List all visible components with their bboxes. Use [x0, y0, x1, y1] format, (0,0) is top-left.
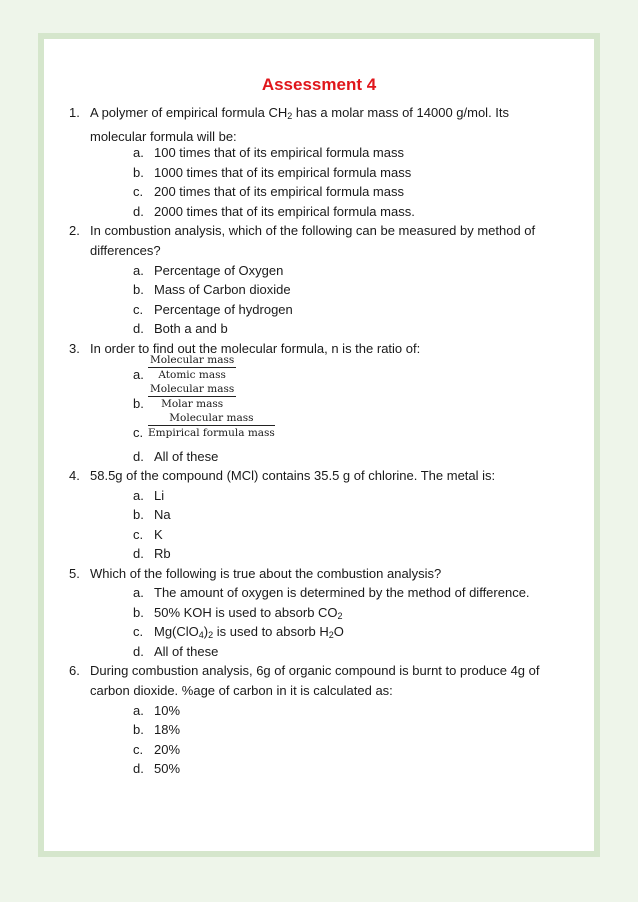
page-border: [38, 33, 600, 857]
question-6: [69, 661, 560, 700]
question-number: 2.: [69, 223, 80, 238]
question-1: [69, 103, 560, 146]
question-2: [69, 221, 560, 260]
question-number: 6.: [69, 663, 80, 678]
document-page: Assessment 4 1. A polymer of empirical formula $CH_2$ has a molar mass of 14000 g/mol. Its molecular formula will be: a. 100 times that of its empirical formula mass b. 1000 times that of its empirical formula mass c. 200 times that of its empirical formula mass d. 2000 times that of its empirical formula mass. 2. In combustion analysis, which of the following can be measured by method of differences? a. Percentage of Oxygen b. Mass of Carbon dioxide c. Percentage of hydrogen d. Both a and b 3. In order to find out the molecular formula, n is the ratio of: a. Molecular mass Atomic mass b. Molecular mass Molar mass c. Molecular mass Empirical formula mass d. All of these 4. 58.5g of the compound (MCl) contains 35.5 g of chlorine. The metal is: a. Li b. Na c. K d. Rb 5. Which of the following is true about the combustion analysis? a. The amount of oxygen is determined by the method of difference. b. 50% KOH is used to absorb $CO_2$ c. $Mg(ClO_4)_2$ is used to absorb $H_2O$ d. All of these 6. During combustion analysis, 6g of organic compound is burnt to produce 4g of carbon dioxide. %age of carbon in it is calculated as: a. 10% b. 18% c. 20% d. 50%: [44, 39, 594, 851]
page-title: Assessment 4: [261, 75, 377, 94]
question-text: In combustion analysis, which of the following can be measured by method of differences?: [90, 223, 536, 258]
question-text: Which of the following is true about the combustion analysis?: [90, 566, 442, 581]
question-4: [69, 466, 560, 486]
question-5: [69, 564, 560, 584]
fraction-3b: Molecular mass Molar mass: [150, 383, 235, 410]
question-number: 3.: [69, 341, 80, 356]
question-number: 4.: [69, 468, 80, 483]
fraction-3a: Molecular mass Atomic mass: [150, 354, 235, 381]
fraction-3c: Molecular mass Empirical formula mass: [148, 412, 275, 439]
question-number: 1.: [69, 105, 80, 120]
question-text: In order to find out the molecular formula, n is the ratio of:: [90, 341, 421, 356]
question-text: 58.5g of the compound (MCl) contains 35.5 g of chlorine. The metal is:: [90, 468, 496, 483]
question-text: During combustion analysis, 6g of organic compound is burnt to produce 4g of carbon dioxide. %age of carbon in it is calculated as:: [90, 663, 540, 698]
question-number: 5.: [69, 566, 80, 581]
question-text: A polymer of empirical formula $CH_2$ has a molar mass of 14000 g/mol. Its molecular formula will be:: [90, 105, 510, 144]
